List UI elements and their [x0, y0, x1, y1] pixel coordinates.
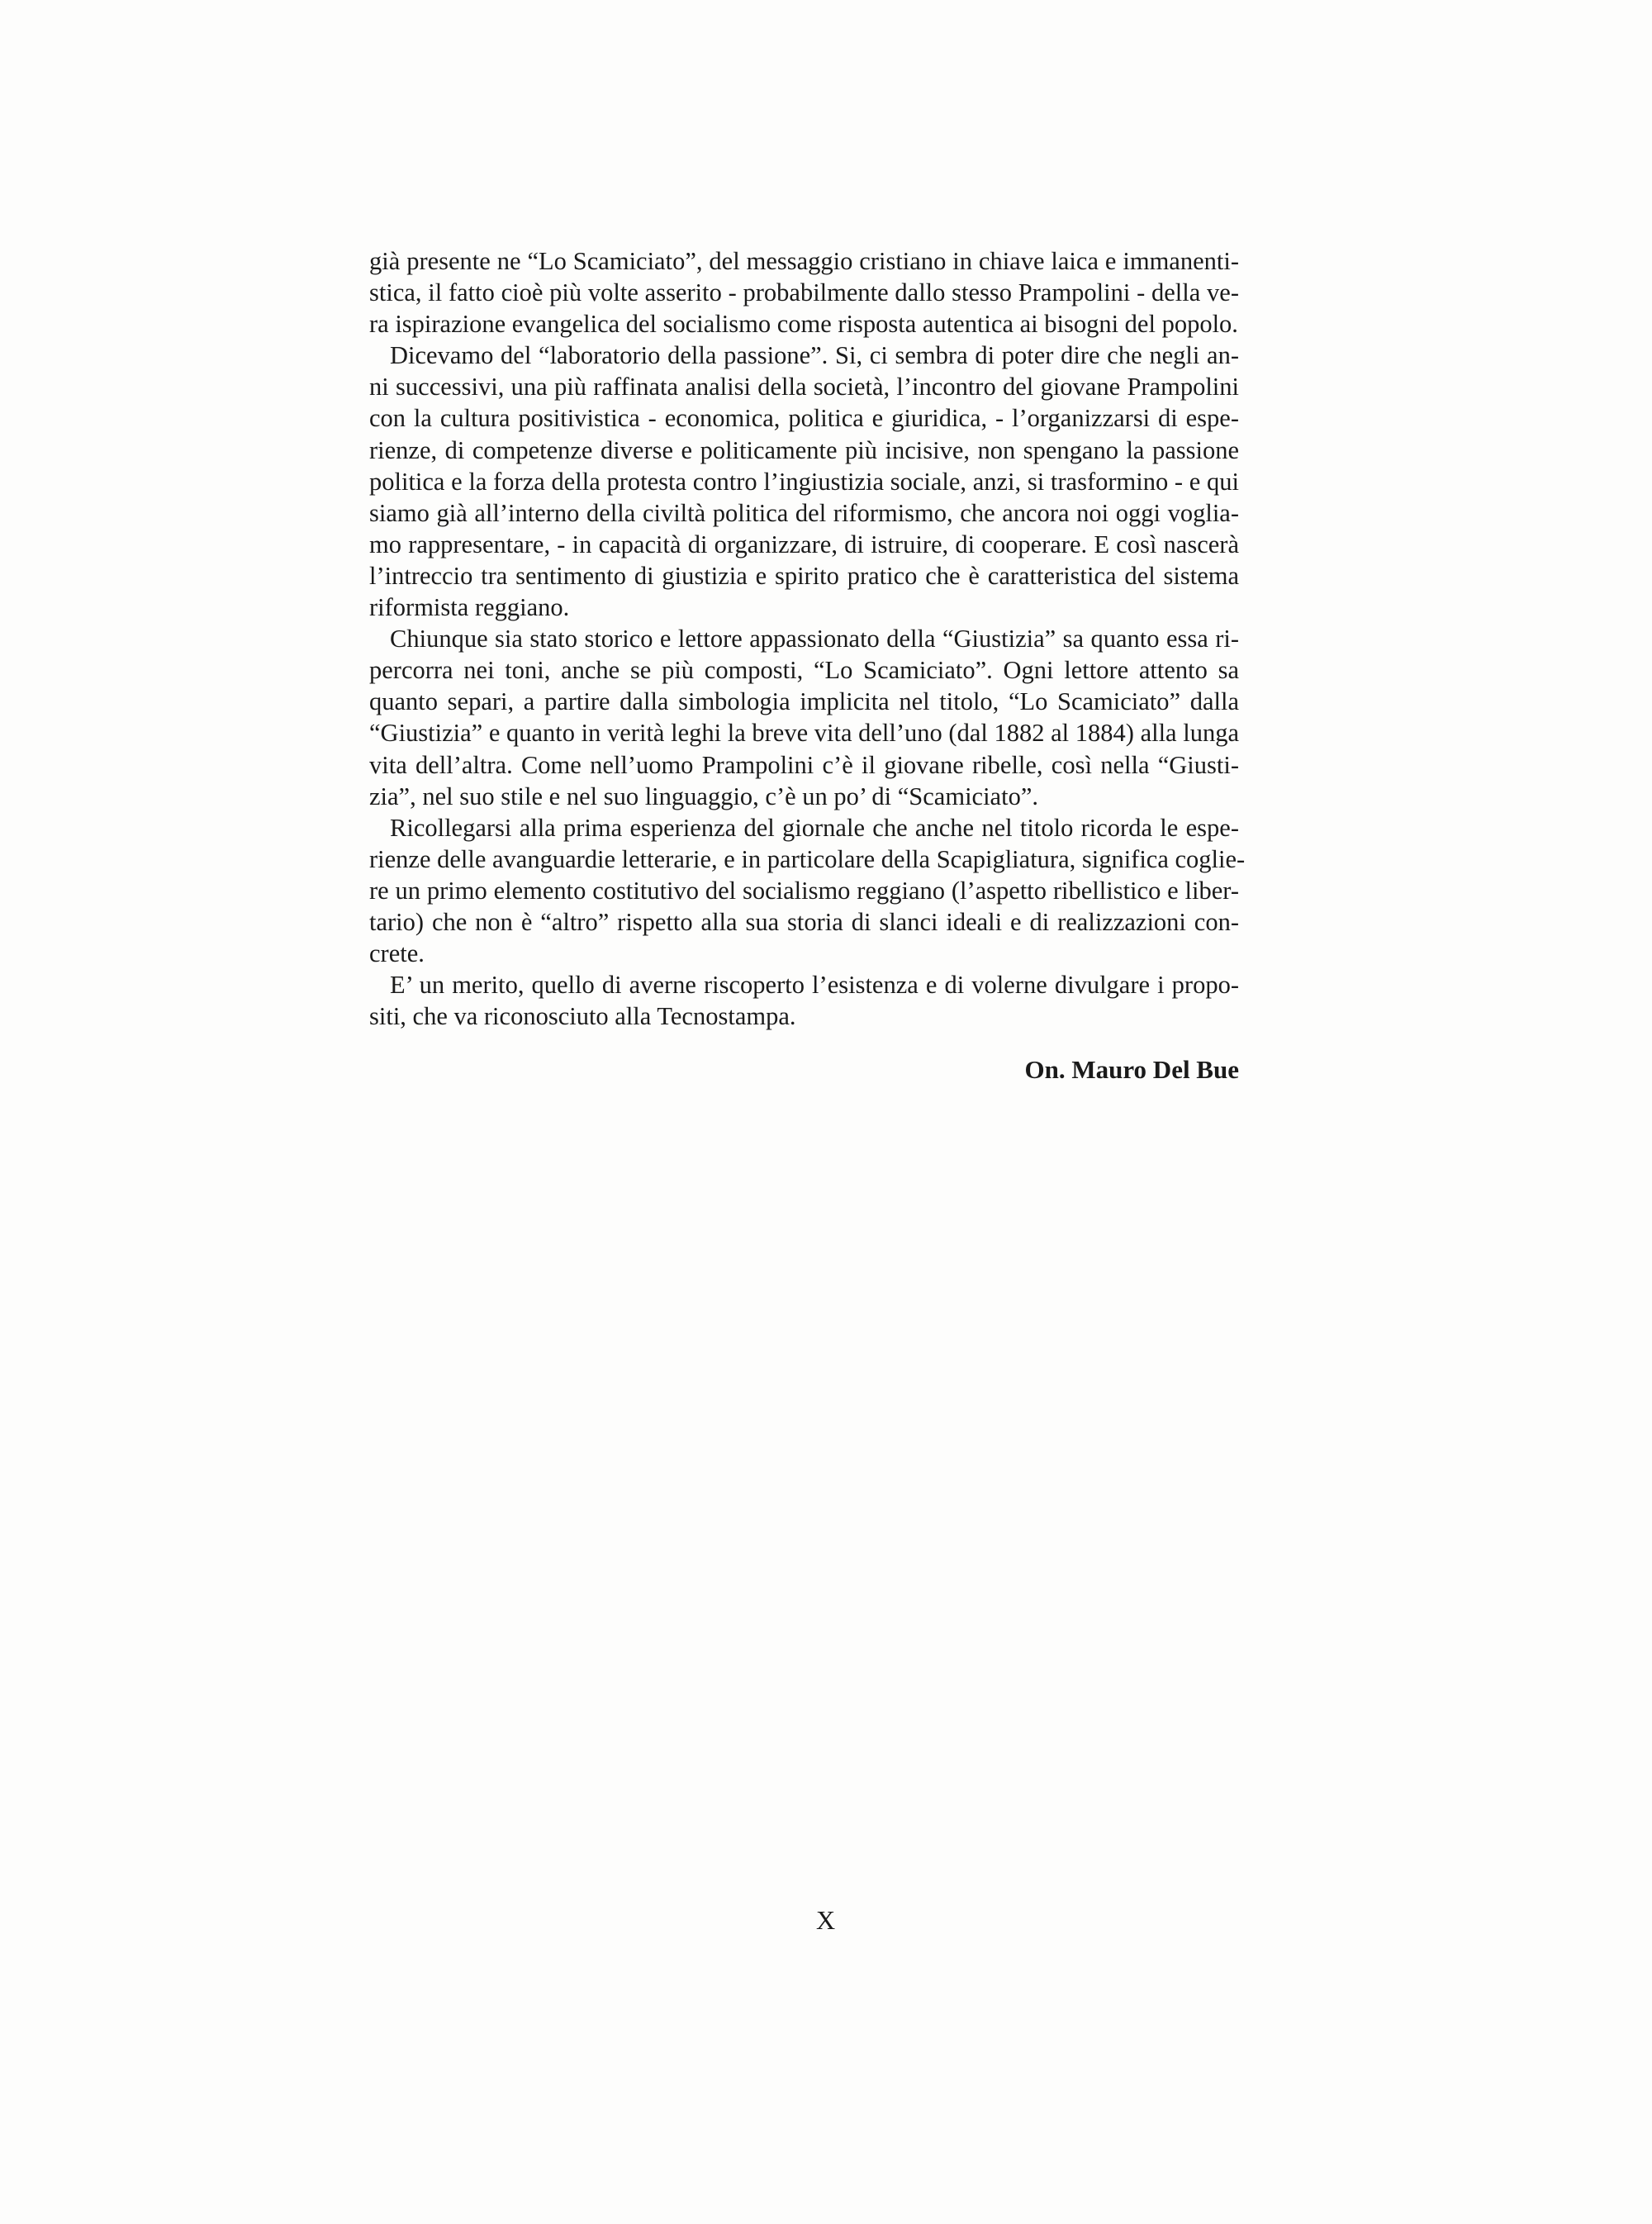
text-line: l’intreccio tra sentimento di giustizia e spirito pratico che è caratteristica del sistema — [369, 561, 1239, 590]
text-line: politica e la forza della protesta contro l’ingiustizia sociale, anzi, si trasformino - e qui — [369, 467, 1239, 496]
text-line: siti, che va riconosciuto alla Tecnostampa. — [369, 1002, 796, 1031]
text-line: ni successivi, una più raffinata analisi della società, l’incontro del giovane Prampolini — [369, 373, 1239, 402]
text-line: rienze delle avanguardie letterarie, e in particolare della Scapigliatura, significa coglie- — [369, 844, 1246, 873]
paragraph-3 — [369, 623, 1239, 812]
text-line: Dicevamo del “laboratorio della passione”. Si, ci sembra di poter dire che negli an- — [390, 341, 1239, 370]
text-line: percorra nei toni, anche se più composti, “Lo Scamiciato”. Ogni lettore attento sa — [369, 656, 1239, 685]
text-line: stica, il fatto cioè più volte asserito - probabilmente dallo stesso Prampolini - della ve- — [369, 278, 1239, 307]
text-line: Ricollegarsi alla prima esperienza del giornale che anche nel titolo ricorda le espe- — [390, 813, 1239, 842]
text-line: ra ispirazione evangelica del socialismo come risposta autentica ai bisogni del popolo. — [369, 310, 1238, 339]
body-text — [369, 245, 1246, 1032]
text-line: Chiunque sia stato storico e lettore appassionato della “Giustizia” sa quanto essa ri- — [390, 625, 1239, 653]
page-number: X — [815, 1905, 837, 1935]
text-line: rienze, di competenze diverse e politicamente più incisive, non spengano la passione — [369, 435, 1239, 464]
paragraph-1 — [369, 245, 1239, 340]
author-signature: On. Mauro Del Bue — [1024, 1055, 1239, 1084]
text-line: “Giustizia” e quanto in verità leghi la breve vita dell’uno (dal 1882 al 1884) alla lunga — [369, 719, 1239, 748]
text-line: vita dell’altra. Come nell’uomo Prampolini c’è il giovane ribelle, così nella “Giusti- — [369, 750, 1239, 779]
text-line: re un primo elemento costitutivo del socialismo reggiano (l’aspetto ribellistico e liber- — [369, 876, 1239, 905]
paragraph-4 — [369, 812, 1246, 969]
text-line: crete. — [369, 939, 425, 968]
text-line: zia”, nel suo stile e nel suo linguaggio, c’è un po’ di “Scamiciato”. — [369, 782, 1038, 810]
text-line: tario) che non è “altro” rispetto alla sua storia di slanci ideali e di realizzazioni con- — [369, 907, 1239, 936]
text-line: con la cultura positivistica - economica, politica e giuridica, - l’organizzarsi di espe- — [369, 404, 1239, 433]
text-line: riformista reggiano. — [369, 593, 570, 622]
text-line: E’ un merito, quello di averne riscoperto l’esistenza e di volerne divulgare i propo- — [390, 971, 1239, 1000]
text-line: quanto separi, a partire dalla simbologia implicita nel titolo, “Lo Scamiciato” dalla — [369, 687, 1239, 716]
text-line: mo rappresentare, - in capacità di organizzare, di istruire, di cooperare. E così nascerà — [369, 530, 1239, 558]
text-line: già presente ne “Lo Scamiciato”, del messaggio cristiano in chiave laica e immanenti- — [369, 247, 1239, 275]
paragraph-2 — [369, 340, 1239, 623]
paragraph-5 — [369, 969, 1239, 1032]
text-line: siamo già all’interno della civiltà politica del riformismo, che ancora noi oggi voglia- — [369, 498, 1239, 527]
